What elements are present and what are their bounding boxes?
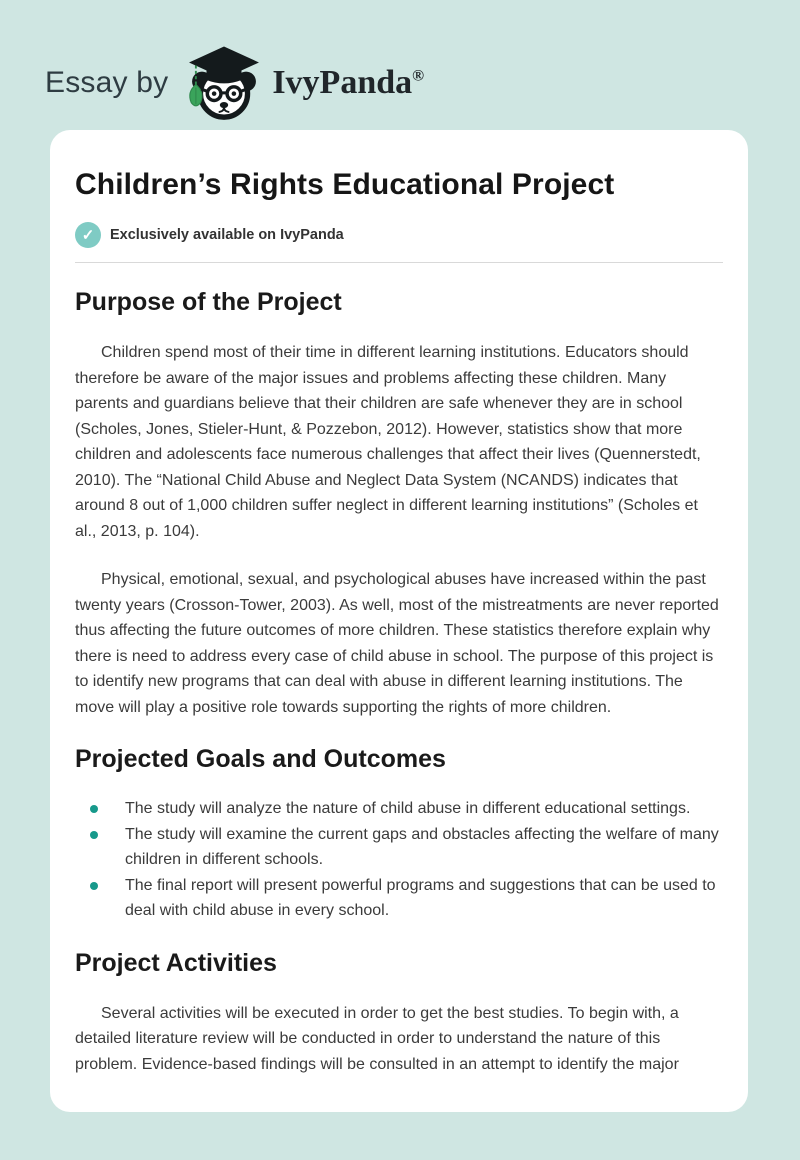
- exclusive-badge-label: Exclusively available on IvyPanda: [110, 227, 344, 243]
- panda-graduate-logo-icon: [186, 43, 262, 123]
- brand-wordmark: [272, 64, 424, 102]
- essay-card: [50, 130, 748, 1112]
- exclusive-badge: [75, 222, 723, 248]
- list-item: The final report will present powerful programs and suggestions that can be used to deal with child abuse in every school.: [75, 873, 723, 924]
- divider: [75, 262, 723, 263]
- site-header: [0, 0, 800, 130]
- section-heading-activities: Project Activities: [75, 948, 277, 977]
- section-heading-goals: Projected Goals and Outcomes: [75, 745, 446, 773]
- check-icon: ✓: [75, 222, 101, 248]
- goals-list: [75, 796, 723, 924]
- page-title: Children’s Rights Educational Project: [75, 168, 615, 201]
- section-heading-purpose: Purpose of the Project: [75, 288, 342, 316]
- essay-by-label: Essay by: [45, 66, 169, 99]
- paragraph: Several activities will be executed in order to get the best studies. To begin with, a detailed literature review will be conducted in order to understand the nature of this problem. Evidence-based findings will be consulted in an attempt to identify the major: [75, 1004, 679, 1073]
- paragraph: Physical, emotional, sexual, and psychological abuses have increased within the past twenty years (Crosson-Tower, 2003). As well, most of the mistreatments are never reported thus affecting the future outcomes of more children. These statistics therefore explain why there is need to address every case of child abuse in school. The purpose of this project is to identify new programs that can deal with abuse in different learning institutions. The move will play a positive role towards supporting the rights of more children.: [75, 571, 719, 716]
- brand-name: IvyPanda: [272, 64, 413, 101]
- list-item: The study will analyze the nature of child abuse in different educational settings.: [75, 796, 723, 822]
- paragraph: Children spend most of their time in different learning institutions. Educators should therefore be aware of the major issues and problems affecting these children. Many parents and guardians believe that their children are safe whenever they are in school (Scholes, Jones, Stieler-Hunt, & Pozzebon, 2012). However, statistics show that more children and adolescents face numerous challenges that affect their lives (Quennerstedt, 2010). The “National Child Abuse and Neglect Data System (NCANDS) indicates that around 8 out of 1,000 children suffer neglect in different learning institutions” (Scholes et al., 2013, p. 104).: [75, 344, 701, 540]
- registered-trademark: ®: [412, 67, 425, 85]
- list-item: The study will examine the current gaps and obstacles affecting the welfare of many children in different schools.: [75, 822, 723, 873]
